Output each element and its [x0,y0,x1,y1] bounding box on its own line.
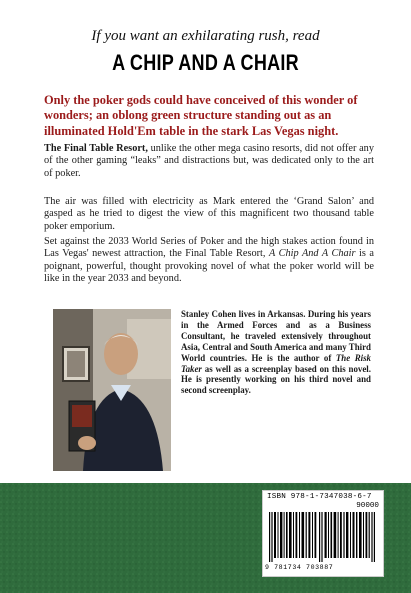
author-bio-text-a: Stanley Cohen lives in Arkansas. During his years in the Armed Forces and as a Business Consultant, he traveled extensively throughout Asia, Central and South America and many Third World countries. He is the author of [181,309,371,363]
paragraph-1-text: unlike the other mega casino resorts, did not offer any of the other gaming “leaks” and distractions but, was dedicated only to the art of poker. [44,143,374,179]
book-title: A CHIP AND A CHAIR [112,50,299,75]
barcode-bars [269,512,377,562]
isbn-number: ISBN 978-1-7347038-6-7 [267,493,372,501]
resort-name: The Final Table Resort, [44,143,148,154]
author-photo [53,309,171,471]
lead-paragraph: Only the poker gods could have conceived of this wonder of wonders; an oblong green structure standing out as an illuminated Hold'Em table in the stark Las Vegas night. [44,93,358,138]
isbn-barcode [262,490,384,577]
barcode-digits: 9 781734 703887 [265,564,334,571]
cover-tagline: If you want an exhilarating rush, read [91,28,320,44]
price-code: 90000 [356,502,379,510]
previous-book-title: The Risk Taker [181,352,371,374]
paragraph-3-text-a: Set against the 2033 World Series of Poker and the high stakes action found in Las Vegas' newest attraction, the Final Table Resort, [44,236,374,260]
description-paragraph-3 [44,236,374,286]
description-paragraph-2: The air was filled with electricity as Mark entered the ‘Grand Salon’ and gasped as he tried to digest the view of this magnificent two thousand table poker emporium. [44,196,374,232]
description-paragraph-1 [44,143,374,180]
paragraph-3-text-b: is a poignant, powerful, thought provoking novel of what the poker world will be like in the year 2033 and beyond. [44,248,374,285]
book-title-inline: A Chip And A Chair [269,248,356,260]
author-bio [181,309,371,396]
author-bio-text-b: as well as a screenplay based on this novel. He is presently working on his third novel and second screenplay. [181,363,371,396]
